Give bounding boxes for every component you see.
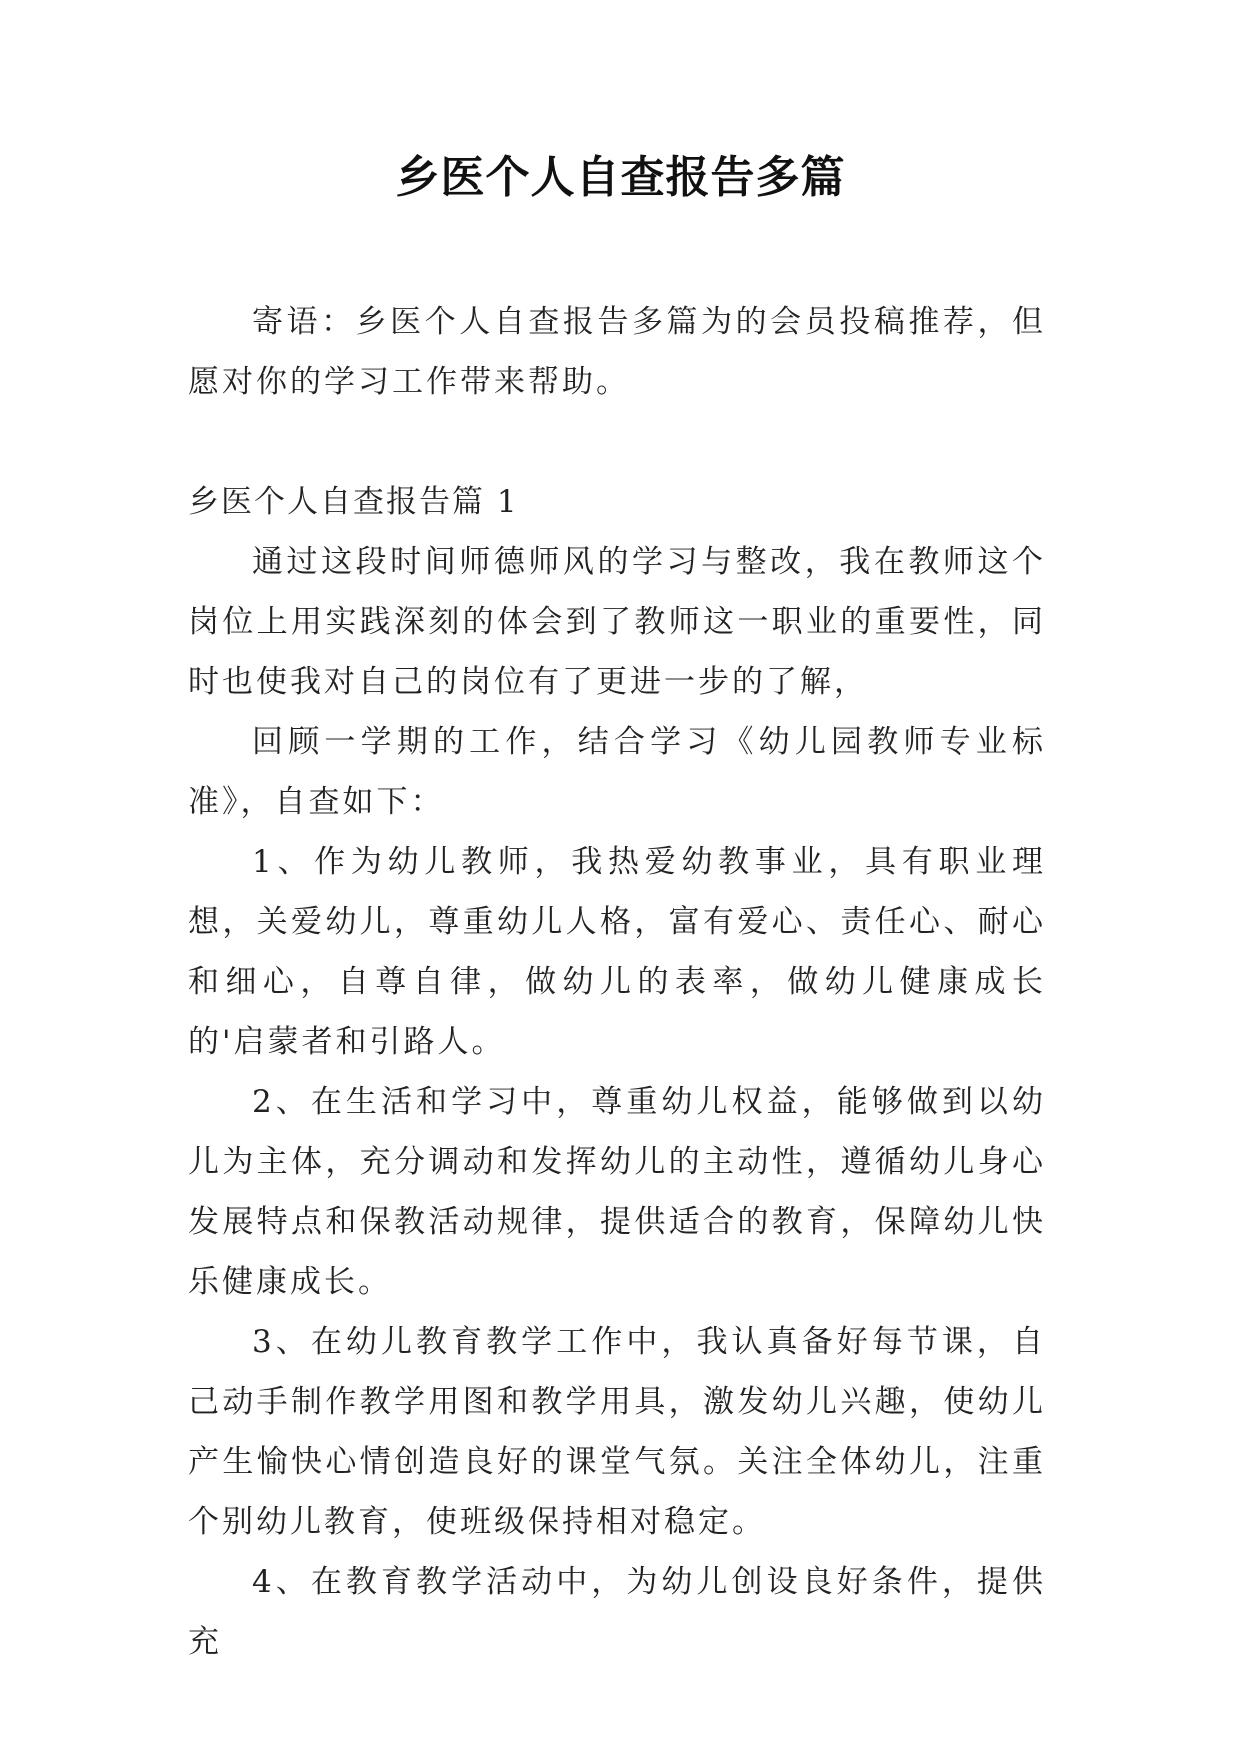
body-paragraph: 2、在生活和学习中，尊重幼儿权益，能够做到以幼儿为主体，充分调动和发挥幼儿的主动性，遵循幼儿身心发展特点和保教活动规律，提供适合的教育，保障幼儿快乐健康成长。 [188,1084,1046,1300]
document-title: 乡医个人自查报告多篇 [395,152,846,203]
body-paragraph: 4、在教育教学活动中，为幼儿创设良好条件，提供充 [188,1564,1046,1660]
body-paragraph: 通过这段时间师德师风的学习与整改，我在教师这个岗位上用实践深刻的体会到了教师这一职业的重要性，同时也使我对自己的岗位有了更进一步的了解， [188,544,1046,700]
body-paragraph: 1、作为幼儿教师，我热爱幼教事业，具有职业理想，关爱幼儿，尊重幼儿人格，富有爱心、责任心、耐心和细心，自尊自律，做幼儿的表率，做幼儿健康成长的'启蒙者和引路人。 [188,844,1046,1060]
section-heading: 乡医个人自查报告篇 1 [188,484,519,520]
body-paragraph: 3、在幼儿教育教学工作中，我认真备好每节课，自己动手制作教学用图和教学用具，激发幼儿兴趣，使幼儿产生愉快心情创造良好的课堂气氛。关注全体幼儿，注重个别幼儿教育，使班级保持相对稳定。 [188,1324,1046,1540]
body-paragraph: 回顾一学期的工作，结合学习《幼儿园教师专业标准》，自查如下： [188,724,1046,820]
intro-paragraph: 寄语：乡医个人自查报告多篇为的会员投稿推荐，但愿对你的学习工作带来帮助。 [188,304,1046,400]
spacer [188,412,1046,472]
document-body [188,292,1046,1672]
